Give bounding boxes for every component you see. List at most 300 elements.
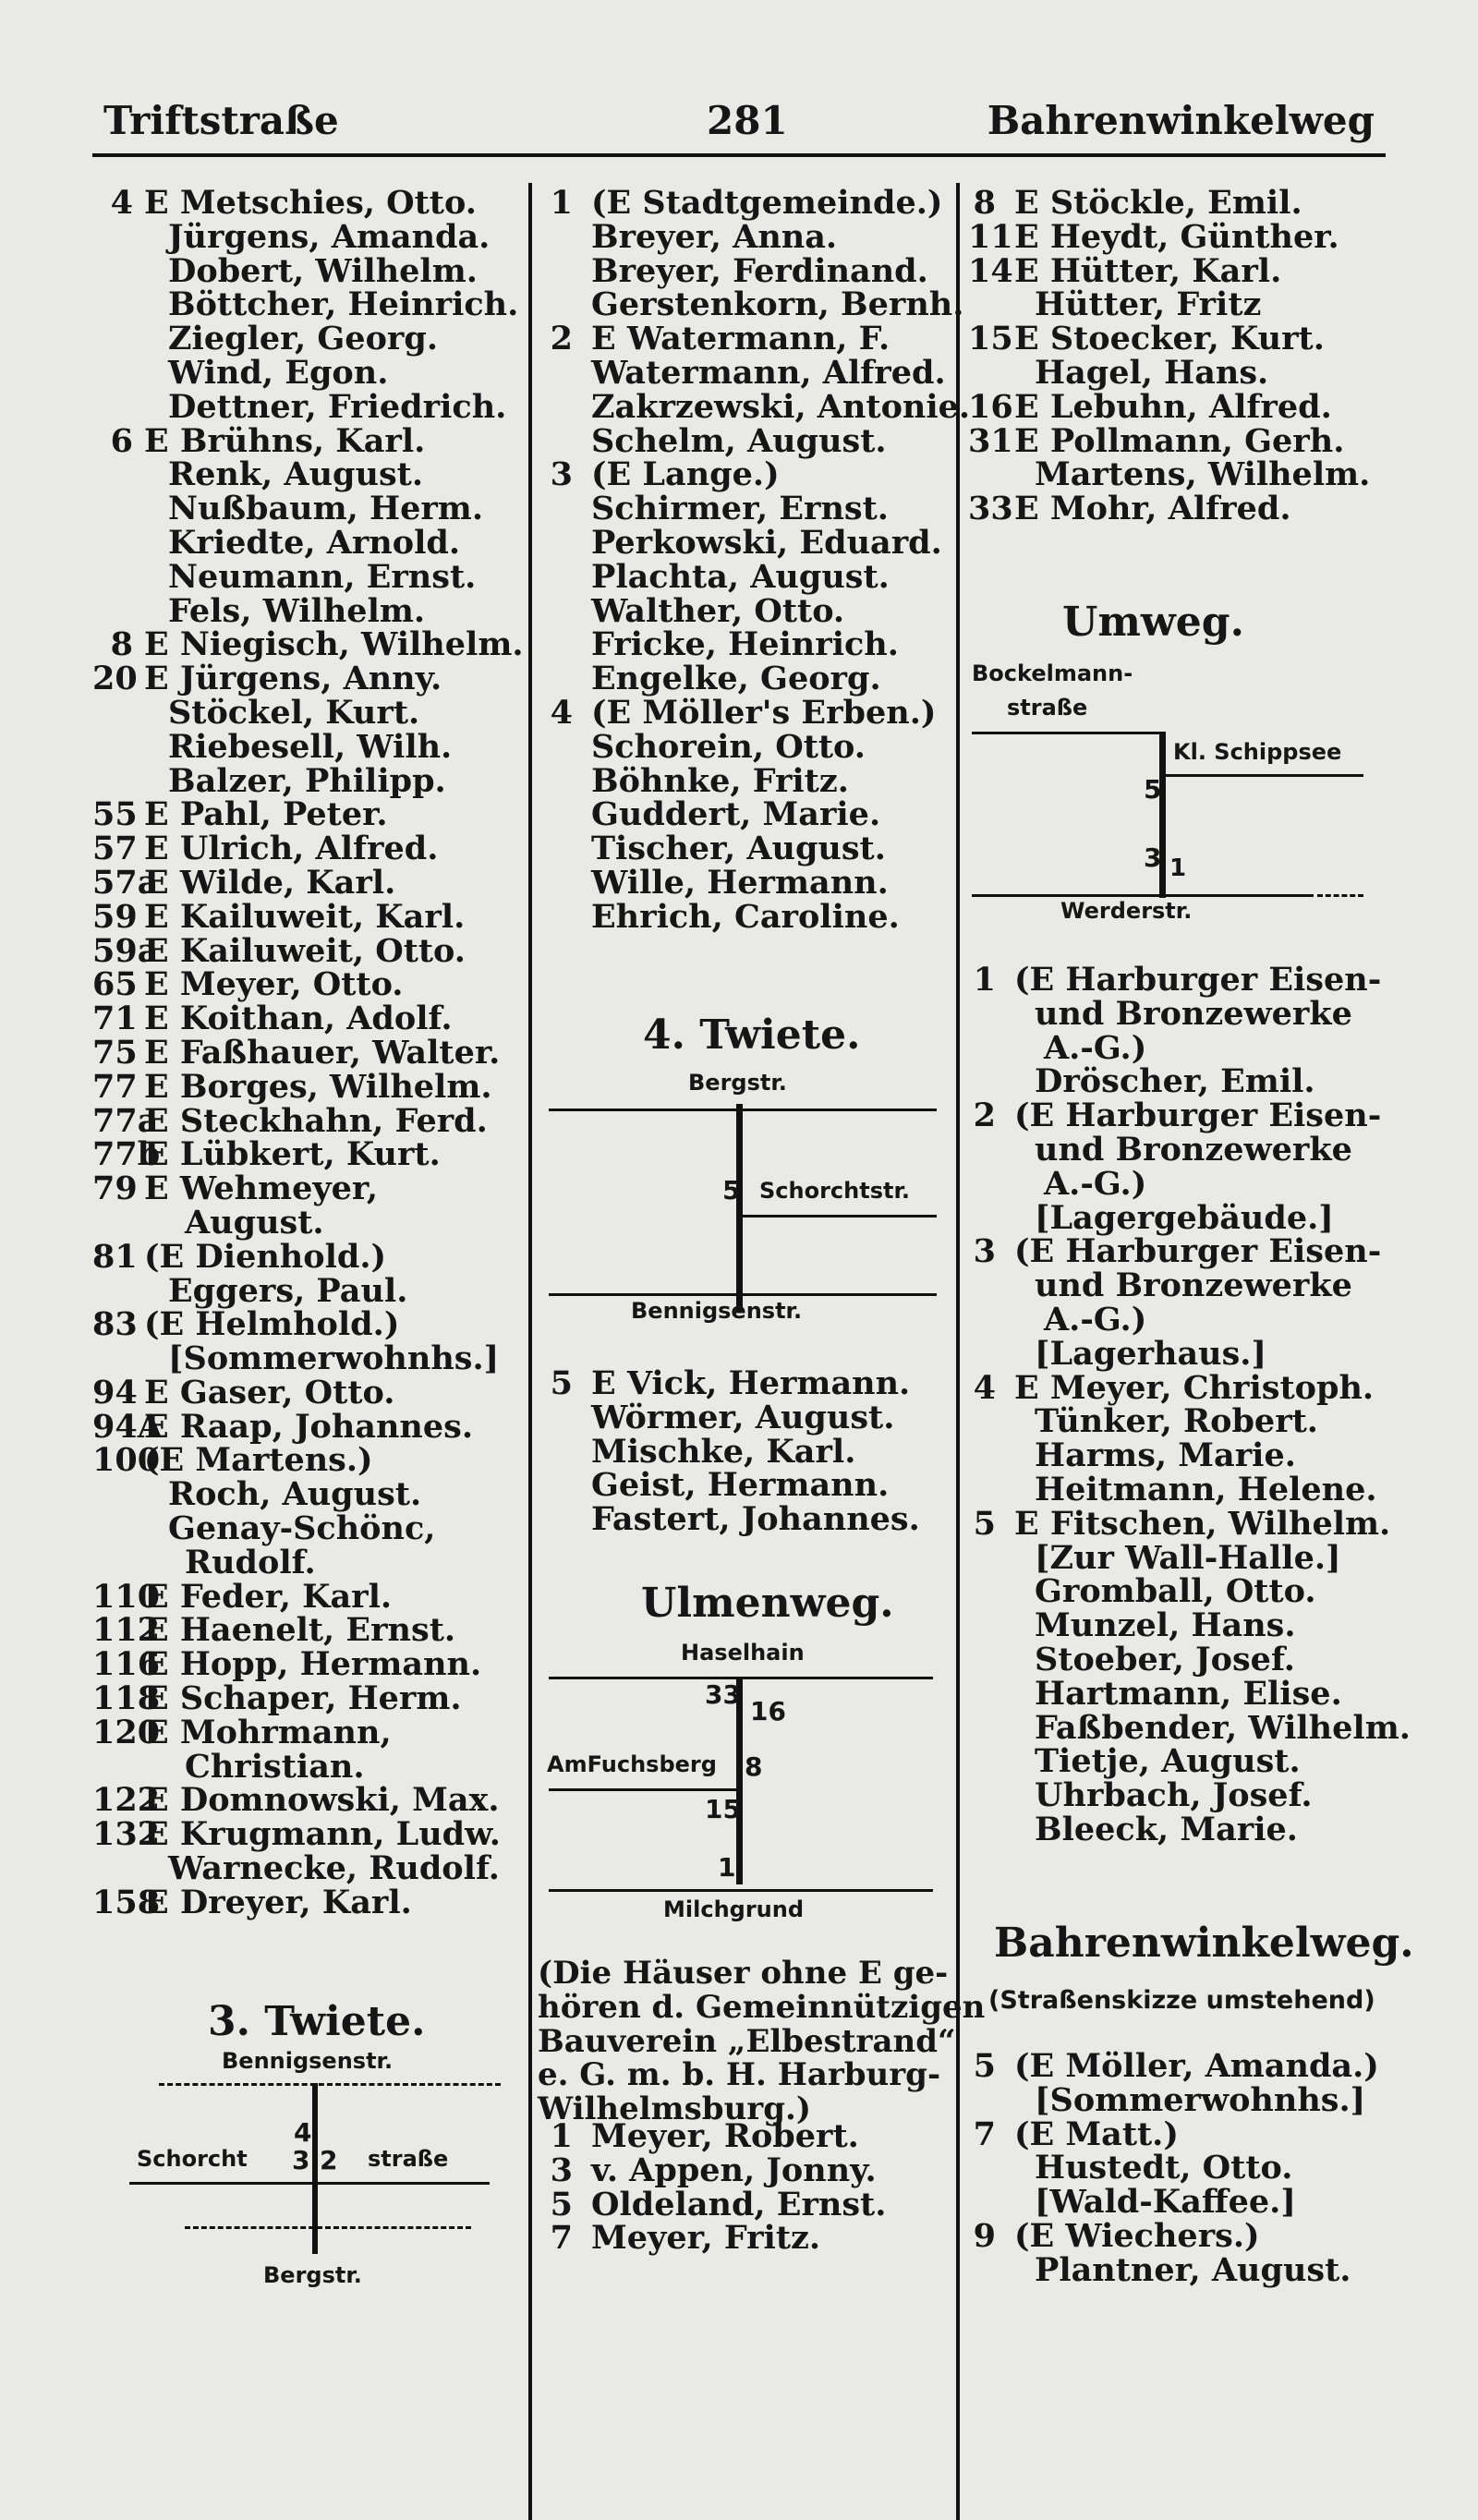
resident-entry: Zakrzewski, Antonie. bbox=[591, 387, 971, 426]
resident-entry: (E Dienhold.) bbox=[144, 1237, 387, 1276]
resident-entry: Tünker, Robert. bbox=[1035, 1402, 1318, 1441]
list-item bbox=[968, 1436, 1393, 1475]
list-item bbox=[545, 1500, 951, 1539]
sketch-number-8: 8 bbox=[745, 1751, 763, 1782]
house-number: 11 bbox=[968, 217, 1013, 256]
list-item bbox=[92, 1237, 527, 1276]
list-item bbox=[968, 1028, 1393, 1067]
house-number: 2 bbox=[550, 320, 573, 358]
sketch-street-left: Schorcht bbox=[137, 2146, 248, 2172]
house-number: 77 bbox=[92, 1067, 138, 1106]
resident-entry: E Kailuweit, Otto. bbox=[144, 931, 466, 970]
list-item bbox=[968, 1810, 1393, 1848]
sketch-street-top: Bennigsenstr. bbox=[222, 2048, 394, 2074]
resident-entry: Geist, Hermann. bbox=[591, 1466, 890, 1505]
list-item bbox=[968, 421, 1393, 460]
resident-entry: E Fitschen, Wilhelm. bbox=[1014, 1504, 1391, 1543]
house-number: 118 bbox=[92, 1679, 161, 1718]
list-item bbox=[92, 353, 527, 392]
resident-entry: (E Lange.) bbox=[591, 455, 780, 494]
house-number: 77b bbox=[92, 1135, 161, 1174]
house-number: 9 bbox=[973, 2216, 996, 2255]
list-item bbox=[545, 863, 951, 902]
list-item bbox=[92, 1033, 527, 1072]
bahrenwinkelweg-subtitle: (Straßenskizze umstehend) bbox=[988, 1986, 1375, 2015]
list-item bbox=[968, 1164, 1393, 1203]
resident-entry: [Wald-Kaffee.] bbox=[1035, 2183, 1296, 2222]
list-item bbox=[968, 1674, 1393, 1713]
list-item bbox=[92, 1645, 527, 1684]
list-item bbox=[92, 492, 527, 527]
resident-entry: E Wehmeyer, bbox=[144, 1169, 379, 1208]
resident-entry: Fastert, Johannes. bbox=[591, 1500, 920, 1539]
resident-entry: Hartmann, Elise. bbox=[1035, 1674, 1342, 1713]
list-item bbox=[968, 1708, 1411, 1747]
resident-entry: Jürgens, Amanda. bbox=[168, 217, 491, 256]
sketch-street-bottom: Werderstr. bbox=[1060, 898, 1193, 924]
resident-entry: Böttcher, Heinrich. bbox=[168, 285, 519, 324]
list-item bbox=[92, 1271, 527, 1310]
list-item bbox=[92, 591, 527, 630]
sketch-number-15: 15 bbox=[705, 1794, 741, 1824]
house-number: 100 bbox=[92, 1441, 161, 1480]
sketch-side-line bbox=[549, 1788, 739, 1791]
resident-entry: Meyer, Robert. bbox=[591, 2117, 859, 2155]
list-item bbox=[545, 832, 951, 866]
page-number: 281 bbox=[707, 98, 788, 143]
resident-entry: E Borges, Wilhelm. bbox=[144, 1067, 492, 1106]
list-item bbox=[545, 2185, 951, 2223]
list-item bbox=[545, 492, 951, 527]
list-item bbox=[92, 557, 527, 596]
resident-entry: [Lagergebäude.] bbox=[1035, 1198, 1334, 1237]
resident-entry: Neumann, Ernst. bbox=[168, 557, 477, 596]
resident-entry: Tischer, August. bbox=[591, 830, 886, 868]
resident-entry: Rudolf. bbox=[185, 1543, 316, 1581]
resident-entry: Kriedte, Arnold. bbox=[168, 523, 461, 562]
list-item bbox=[545, 387, 971, 426]
resident-entry: Breyer, Anna. bbox=[591, 217, 838, 256]
list-item bbox=[92, 727, 527, 766]
sketch-side-line bbox=[1162, 774, 1363, 777]
column-3-listing bbox=[968, 184, 1393, 528]
list-item bbox=[968, 322, 1393, 357]
list-item bbox=[545, 421, 951, 460]
resident-entry: Faßbender, Wilhelm. bbox=[1035, 1708, 1411, 1747]
sketch-vertical-street bbox=[1159, 732, 1166, 898]
list-item bbox=[968, 2183, 1393, 2222]
resident-entry: E Meyer, Christoph. bbox=[1014, 1368, 1375, 1407]
list-item bbox=[968, 1062, 1393, 1101]
column-2-listing-4-twiete bbox=[545, 1364, 951, 1539]
list-item bbox=[968, 492, 1393, 527]
list-item bbox=[92, 455, 527, 494]
resident-entry: Schorein, Otto. bbox=[591, 727, 866, 766]
resident-entry: Dettner, Friedrich. bbox=[168, 387, 507, 426]
sketch-vertical-street bbox=[736, 1104, 743, 1312]
list-item bbox=[545, 251, 951, 290]
list-item bbox=[92, 693, 527, 732]
list-item bbox=[92, 217, 527, 256]
resident-entry: Gromball, Otto. bbox=[1035, 1572, 1316, 1611]
resident-entry: E Lebuhn, Alfred. bbox=[1014, 387, 1332, 426]
list-item bbox=[968, 251, 1393, 290]
resident-entry: Eggers, Paul. bbox=[168, 1271, 408, 1310]
resident-entry: [Sommerwohnhs.] bbox=[168, 1339, 500, 1378]
sketch-street-top-1: Bockelmann- bbox=[972, 660, 1133, 686]
house-number: 83 bbox=[92, 1305, 138, 1344]
column-1-listing bbox=[92, 184, 527, 1921]
list-item bbox=[92, 1781, 527, 1820]
list-item bbox=[968, 1640, 1393, 1678]
header-right-street: Bahrenwinkelweg bbox=[987, 98, 1375, 143]
resident-entry: (E Möller's Erben.) bbox=[591, 693, 937, 732]
list-item bbox=[545, 523, 951, 562]
list-item bbox=[545, 2117, 951, 2155]
list-item bbox=[92, 285, 527, 324]
resident-entry: E Vick, Hermann. bbox=[591, 1364, 911, 1402]
section-title-umweg: Umweg. bbox=[1062, 599, 1244, 646]
list-item bbox=[92, 1067, 527, 1106]
resident-entry: (E Matt.) bbox=[1014, 2114, 1179, 2153]
list-item bbox=[968, 1504, 1393, 1543]
list-item bbox=[92, 1373, 527, 1411]
sketch-street-right: straße bbox=[368, 2146, 449, 2172]
resident-entry: E Hopp, Hermann. bbox=[144, 1645, 482, 1684]
resident-entry: Gerstenkorn, Bernh. bbox=[591, 285, 964, 324]
sketch-street-top-2: straße bbox=[1007, 695, 1088, 721]
list-item bbox=[92, 1543, 527, 1581]
sketch-top-line bbox=[549, 1109, 937, 1111]
resident-entry: A.-G.) bbox=[1044, 1164, 1147, 1203]
list-item bbox=[92, 761, 527, 800]
resident-entry: Walther, Otto. bbox=[591, 591, 845, 630]
list-item bbox=[92, 1509, 527, 1548]
resident-entry: (E Wiechers.) bbox=[1014, 2216, 1260, 2255]
list-item bbox=[968, 1130, 1393, 1169]
house-number: 110 bbox=[92, 1577, 161, 1616]
resident-entry: August. bbox=[185, 1203, 324, 1242]
list-item bbox=[92, 387, 527, 426]
list-item bbox=[545, 727, 951, 766]
sketch-dashed-line bbox=[1317, 894, 1363, 897]
list-item bbox=[92, 795, 527, 834]
sketch-number-1: 1 bbox=[718, 1852, 736, 1883]
list-item bbox=[968, 1096, 1393, 1135]
column-2-listing bbox=[545, 184, 971, 936]
resident-entry: (E Stadtgemeinde.) bbox=[591, 184, 943, 222]
resident-entry: Breyer, Ferdinand. bbox=[591, 251, 928, 290]
list-item bbox=[92, 322, 527, 357]
note-line: Wilhelmsburg.) bbox=[538, 2090, 811, 2128]
resident-entry: Fels, Wilhelm. bbox=[168, 591, 426, 630]
sketch-street-right: Schorchtstr. bbox=[759, 1178, 910, 1204]
list-item bbox=[92, 931, 527, 970]
house-number: 16 bbox=[968, 387, 1013, 426]
house-number: 1 bbox=[973, 961, 996, 999]
resident-entry: E Lübkert, Kurt. bbox=[144, 1135, 441, 1174]
house-number: 81 bbox=[92, 1237, 138, 1276]
resident-entry: E Dreyer, Karl. bbox=[144, 1883, 412, 1921]
list-item bbox=[92, 965, 527, 1004]
resident-entry: E Faßhauer, Walter. bbox=[144, 1033, 501, 1072]
list-item bbox=[92, 863, 527, 902]
house-number: 57 bbox=[92, 830, 138, 868]
list-item bbox=[92, 1815, 527, 1854]
resident-entry: E Domnowski, Max. bbox=[144, 1781, 500, 1820]
list-item bbox=[92, 523, 527, 562]
house-number: 4 bbox=[973, 1368, 996, 1407]
resident-entry: Plachta, August. bbox=[591, 557, 890, 596]
list-item bbox=[545, 322, 951, 357]
resident-entry: E Kailuweit, Karl. bbox=[144, 897, 466, 936]
resident-entry: E Stöckle, Emil. bbox=[1014, 184, 1302, 222]
note-line: (Die Häuser ohne E ge- bbox=[538, 1955, 949, 1992]
resident-entry: Harms, Marie. bbox=[1035, 1436, 1296, 1475]
sketch-street-top: Bergstr. bbox=[688, 1070, 787, 1096]
resident-entry: E Metschies, Otto. bbox=[144, 184, 477, 222]
resident-entry: Böhnke, Fritz. bbox=[591, 761, 849, 800]
list-item bbox=[92, 1577, 527, 1616]
house-number: 122 bbox=[92, 1781, 161, 1820]
resident-entry: [Zur Wall-Halle.] bbox=[1035, 1538, 1341, 1577]
list-item bbox=[92, 421, 527, 460]
house-number: 79 bbox=[92, 1169, 138, 1208]
sketch-number-5: 5 bbox=[722, 1175, 741, 1205]
resident-entry: E Pahl, Peter. bbox=[144, 795, 388, 834]
resident-entry: Meyer, Fritz. bbox=[591, 2219, 821, 2258]
list-item bbox=[968, 184, 1393, 222]
house-number: 20 bbox=[92, 660, 138, 698]
note-line: hören d. Gemeinnützigen bbox=[538, 1988, 986, 2026]
sketch-bottom-line bbox=[549, 1293, 937, 1296]
resident-entry: Engelke, Georg. bbox=[591, 660, 881, 698]
resident-entry: Roch, August. bbox=[168, 1475, 422, 1514]
list-item bbox=[968, 963, 1393, 998]
list-item bbox=[545, 897, 951, 936]
list-item bbox=[968, 2047, 1393, 2085]
list-item bbox=[968, 285, 1393, 324]
list-item bbox=[92, 1305, 527, 1344]
resident-entry: E Feder, Karl. bbox=[144, 1577, 393, 1616]
list-item bbox=[545, 2219, 951, 2258]
sketch-bottom-line bbox=[972, 894, 1314, 897]
resident-entry: Warnecke, Rudolf. bbox=[168, 1849, 500, 1888]
resident-entry: Renk, August. bbox=[168, 455, 424, 494]
resident-entry: E Haenelt, Ernst. bbox=[144, 1611, 456, 1650]
note-line: Bauverein „Elbestrand“ bbox=[538, 2022, 956, 2060]
resident-entry: A.-G.) bbox=[1044, 1028, 1147, 1067]
resident-entry: Watermann, Alfred. bbox=[591, 353, 946, 392]
house-number: 14 bbox=[968, 251, 1013, 290]
list-item bbox=[92, 1713, 527, 1751]
list-item bbox=[92, 1611, 527, 1650]
resident-entry: E Steckhahn, Ferd. bbox=[144, 1101, 488, 1140]
resident-entry: Heitmann, Helene. bbox=[1035, 1470, 1377, 1508]
list-item bbox=[968, 1402, 1393, 1441]
resident-entry: Wind, Egon. bbox=[168, 353, 389, 392]
sketch-number-5: 5 bbox=[1144, 774, 1162, 805]
house-number: 3 bbox=[973, 1232, 996, 1271]
list-item bbox=[545, 285, 964, 324]
section-title-3-twiete: 3. Twiete. bbox=[208, 1998, 426, 2045]
resident-entry: (E Martens.) bbox=[144, 1441, 373, 1480]
list-item bbox=[545, 184, 951, 222]
sketch-street-bottom: Bennigsenstr. bbox=[631, 1298, 803, 1324]
resident-entry: E Heydt, Günther. bbox=[1014, 217, 1339, 256]
house-number: 116 bbox=[92, 1645, 161, 1684]
house-number: 132 bbox=[92, 1815, 161, 1854]
resident-entry: Uhrbach, Josef. bbox=[1035, 1776, 1313, 1815]
resident-entry: Hagel, Hans. bbox=[1035, 353, 1269, 392]
list-item bbox=[92, 832, 527, 866]
section-title-bahrenwinkelweg: Bahrenwinkelweg. bbox=[994, 1920, 1414, 1967]
house-number: 31 bbox=[968, 421, 1013, 460]
resident-entry: Hütter, Fritz bbox=[1035, 285, 1262, 324]
resident-entry: E Niegisch, Wilhelm. bbox=[144, 625, 524, 664]
house-number: 7 bbox=[550, 2219, 573, 2258]
resident-entry: Ziegler, Georg. bbox=[168, 320, 439, 358]
resident-entry: Schelm, August. bbox=[591, 421, 887, 460]
resident-entry: Ehrich, Caroline. bbox=[591, 897, 900, 936]
house-number: 4 bbox=[110, 184, 133, 222]
list-item bbox=[968, 1300, 1393, 1339]
resident-entry: (E Möller, Amanda.) bbox=[1014, 2047, 1379, 2085]
resident-entry: Fricke, Heinrich. bbox=[591, 625, 899, 664]
resident-entry: Christian. bbox=[185, 1747, 365, 1786]
resident-entry: und Bronzewerke bbox=[1035, 994, 1352, 1033]
list-item bbox=[92, 1475, 527, 1514]
sketch-side-line bbox=[739, 1215, 937, 1218]
resident-entry: E Mohr, Alfred. bbox=[1014, 490, 1291, 528]
list-item bbox=[545, 662, 951, 697]
list-item bbox=[968, 2080, 1393, 2119]
sketch-street-right: Kl. Schippsee bbox=[1173, 739, 1342, 765]
resident-entry: Wörmer, August. bbox=[591, 1398, 895, 1436]
sketch-number-4: 4 bbox=[294, 2117, 312, 2148]
sketch-street-top: Haselhain bbox=[681, 1640, 805, 1666]
resident-entry: Plantner, August. bbox=[1035, 2250, 1351, 2289]
resident-entry: E Wilde, Karl. bbox=[144, 863, 396, 902]
sketch-street-bottom: Milchgrund bbox=[663, 1896, 805, 1922]
column-divider-1 bbox=[528, 183, 532, 2520]
resident-entry: E Mohrmann, bbox=[144, 1713, 392, 1751]
list-item bbox=[92, 1002, 527, 1036]
resident-entry: Oldeland, Ernst. bbox=[591, 2185, 887, 2223]
resident-entry: E Gaser, Otto. bbox=[144, 1373, 395, 1411]
house-number: 8 bbox=[110, 625, 133, 664]
resident-entry: Wille, Hermann. bbox=[591, 863, 889, 902]
list-item bbox=[968, 1776, 1393, 1815]
resident-entry: Hustedt, Otto. bbox=[1035, 2149, 1293, 2187]
list-item bbox=[968, 1334, 1393, 1373]
house-number: 77a bbox=[92, 1101, 159, 1140]
column-3-listing-bahrenwinkelweg bbox=[968, 2047, 1393, 2289]
house-number: 57a bbox=[92, 863, 159, 902]
list-item bbox=[545, 557, 951, 596]
resident-entry: A.-G.) bbox=[1044, 1300, 1147, 1339]
house-number: 15 bbox=[968, 320, 1013, 358]
list-item bbox=[968, 1742, 1393, 1781]
list-item bbox=[92, 1883, 527, 1921]
section-title-ulmenweg: Ulmenweg. bbox=[641, 1580, 894, 1627]
resident-entry: Mischke, Karl. bbox=[591, 1432, 856, 1471]
list-item bbox=[545, 1432, 951, 1471]
list-item bbox=[968, 2151, 1393, 2186]
resident-entry: Martens, Wilhelm. bbox=[1035, 455, 1371, 494]
list-item bbox=[968, 1198, 1393, 1237]
resident-entry: und Bronzewerke bbox=[1035, 1266, 1352, 1305]
sketch-cross-line bbox=[129, 2182, 490, 2185]
house-number: 2 bbox=[973, 1096, 996, 1135]
house-number: 4 bbox=[550, 693, 573, 732]
list-item bbox=[92, 1679, 527, 1718]
list-item bbox=[92, 625, 527, 664]
resident-entry: Nußbaum, Herm. bbox=[168, 490, 484, 528]
resident-entry: Stöckel, Kurt. bbox=[168, 693, 420, 732]
list-item bbox=[545, 693, 951, 732]
house-number: 65 bbox=[92, 965, 138, 1004]
resident-entry: E Raap, Johannes. bbox=[144, 1407, 474, 1446]
list-item bbox=[92, 1441, 527, 1480]
list-item bbox=[545, 217, 951, 256]
house-number: 158 bbox=[92, 1883, 161, 1921]
list-item bbox=[545, 1466, 951, 1505]
resident-entry: Dröscher, Emil. bbox=[1035, 1062, 1315, 1101]
list-item bbox=[968, 1232, 1393, 1271]
list-item bbox=[545, 591, 951, 630]
resident-entry: Dobert, Wilhelm. bbox=[168, 251, 478, 290]
list-item bbox=[92, 251, 527, 290]
list-item bbox=[92, 1203, 527, 1242]
resident-entry: Genay-Schönc, bbox=[168, 1509, 436, 1548]
resident-entry: E Jürgens, Anny. bbox=[144, 660, 442, 698]
header-left-street: Triftstraße bbox=[103, 98, 339, 143]
list-item bbox=[545, 761, 951, 800]
resident-entry: (E Harburger Eisen- bbox=[1014, 1096, 1382, 1135]
list-item bbox=[968, 353, 1393, 392]
sketch-bottom-line bbox=[549, 1889, 933, 1892]
resident-entry: E Hütter, Karl. bbox=[1014, 251, 1282, 290]
house-number: 33 bbox=[968, 490, 1013, 528]
list-item bbox=[968, 1266, 1393, 1305]
list-item bbox=[92, 662, 527, 697]
house-number: 3 bbox=[550, 2150, 573, 2189]
resident-entry: E Krugmann, Ludw. bbox=[144, 1815, 501, 1854]
list-item bbox=[968, 1572, 1393, 1611]
resident-entry: Munzel, Hans. bbox=[1035, 1606, 1296, 1645]
list-item bbox=[92, 1135, 527, 1174]
resident-entry: Riebesell, Wilh. bbox=[168, 727, 453, 766]
section-title-4-twiete: 4. Twiete. bbox=[643, 1012, 861, 1059]
list-item bbox=[92, 1747, 527, 1786]
house-number: 112 bbox=[92, 1611, 161, 1650]
house-number: 7 bbox=[973, 2114, 996, 2153]
house-number: 1 bbox=[550, 2117, 573, 2155]
house-number: 5 bbox=[550, 1364, 573, 1402]
resident-entry: Guddert, Marie. bbox=[591, 795, 881, 834]
list-item bbox=[92, 1849, 527, 1888]
list-item bbox=[92, 184, 527, 222]
list-item bbox=[968, 2216, 1393, 2255]
list-item bbox=[968, 1606, 1393, 1645]
resident-entry: und Bronzewerke bbox=[1035, 1130, 1352, 1169]
list-item bbox=[92, 1339, 527, 1378]
column-divider-2 bbox=[956, 183, 960, 2520]
list-item bbox=[968, 217, 1393, 256]
resident-entry: Balzer, Philipp. bbox=[168, 761, 446, 800]
house-number: 5 bbox=[973, 1504, 996, 1543]
